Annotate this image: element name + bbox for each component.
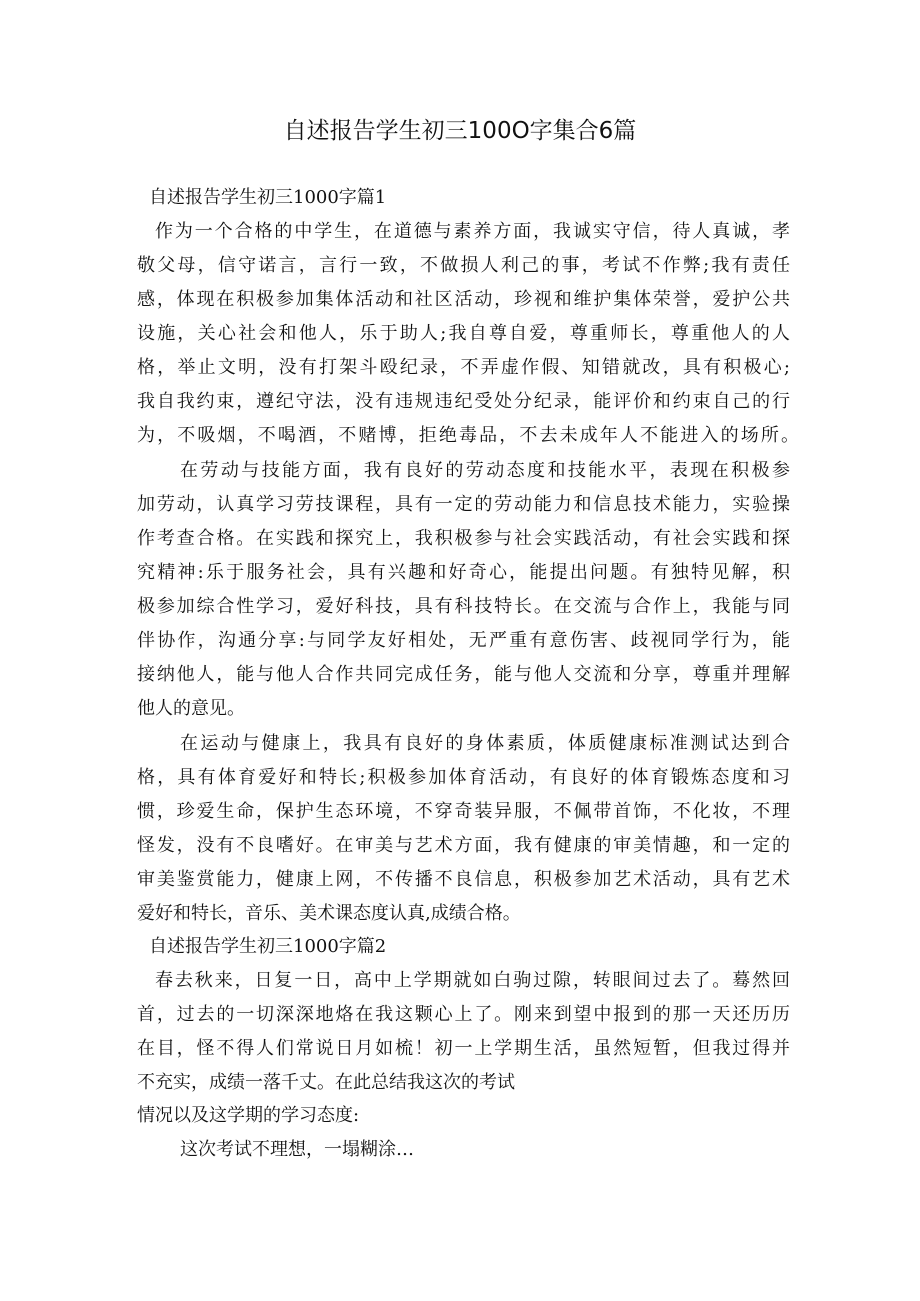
body-line: 审美鉴赏能力，健康上网，不传播不良信息，积极参加艺术活动，具有艺术 [137,869,790,890]
body-line: 究精神:乐于服务社会，具有兴趣和好奇心，能提出问题。有独特见解，积 [137,562,790,583]
body-line: 怪发，没有不良嗜好。在审美与艺术方面，我有健康的审美情趣，和一定的 [137,835,790,856]
body-line: 在运动与健康上，我具有良好的身体素质，体质健康标准测试达到合 [180,733,790,754]
body-line: 感，体现在积极参加集体活动和社区活动，珍视和维护集体荣誉，爱护公共 [137,289,790,310]
section-heading-2: 自述报告学生初三1000字篇2 [149,936,387,957]
body-line: 格，举止文明，没有打架斗殴纪录，不弄虚作假、知错就改，具有积极心; [137,357,790,378]
body-line: 不充实，成绩一落千丈。在此总结我这次的考试 [137,1072,515,1093]
body-line: 伴协作，沟通分享:与同学友好相处，无严重有意伤害、歧视同学行为，能 [137,630,790,651]
body-line: 首，过去的一切深深地烙在我这颗心上了。刚来到望中报到的那一天还历历 [137,1004,790,1025]
body-line: 我自我约束，遵纪守法，没有违规违纪受处分纪录，能评价和约束自己的行 [137,391,790,412]
body-line: 情况以及这学期的学习态度: [137,1105,360,1126]
body-line: 接纳他人，能与他人合作共同完成任务，能与他人交流和分享，尊重并理解 [137,664,790,685]
body-line: 爱好和特长，音乐、美术课态度认真,成绩合格。 [137,903,521,924]
body-line: 惯，珍爱生命，保护生态环境，不穿奇装异服，不佩带首饰，不化妆，不理 [137,801,790,822]
body-line: 极参加综合性学习，爱好科技，具有科技特长。在交流与合作上，我能与同 [137,596,790,617]
body-line: 他人的意见。 [137,698,245,719]
body-line: 加劳动，认真学习劳技课程，具有一定的劳动能力和信息技术能力，实验操 [137,494,790,515]
body-line: 作为一个合格的中学生，在道德与素养方面，我诚实守信，待人真诚，孝 [155,221,790,242]
body-line: 敬父母，信守诺言，言行一致，不做损人利己的事，考试不作弊;我有责任 [137,255,790,276]
body-line: 在劳动与技能方面，我有良好的劳动态度和技能水平，表现在积极参 [180,460,790,481]
body-line: 作考查合格。在实践和探究上，我积极参与社会实践活动，有社会实践和探 [137,528,790,549]
body-line: 这次考试不理想，一塌糊涂… [180,1139,414,1160]
body-line: 格，具有体育爱好和特长;积极参加体育活动，有良好的体育锻炼态度和习 [137,767,790,788]
body-line: 在目，怪不得人们常说日月如梳！初一上学期生活，虽然短暂，但我过得并 [137,1038,790,1059]
body-line: 设施，关心社会和他人，乐于助人;我自尊自爱，尊重师长，尊重他人的人 [137,323,790,344]
section-heading-1: 自述报告学生初三1000字篇1 [149,187,387,208]
body-line: 为，不吸烟，不喝酒，不赌博，拒绝毒品，不去未成年人不能进入的场所。 [137,425,799,446]
document-title: 自述报告学生初三100O字集合6篇 [283,118,637,144]
body-line: 春去秋来，日复一日，高中上学期就如白驹过隙，转眼间过去了。蓦然回 [155,970,790,991]
